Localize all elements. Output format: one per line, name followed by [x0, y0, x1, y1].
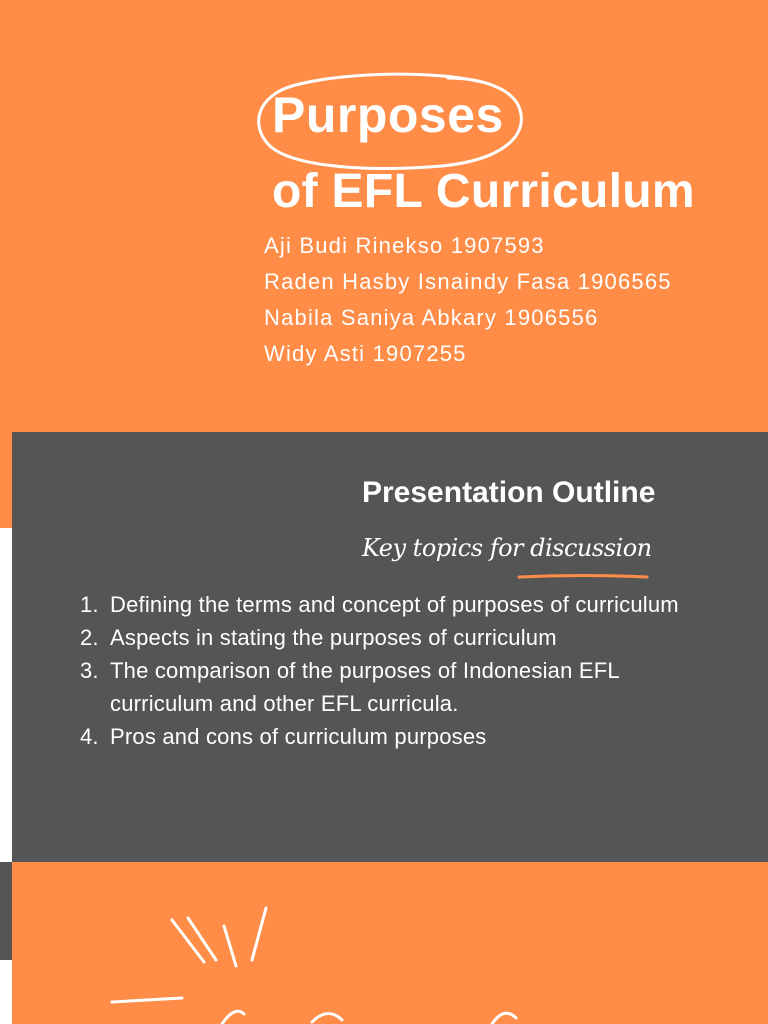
topic-text: The comparison of the purposes of Indonesian EFL curriculum and other EFL curricula. — [110, 658, 619, 716]
author-name: Nabila Saniya Abkary 1906556 — [264, 305, 599, 330]
topic-text: Pros and cons of curriculum purposes — [110, 724, 487, 749]
topic-text: Defining the terms and concept of purposes of curriculum — [110, 592, 679, 617]
outline-title: Presentation Outline — [362, 476, 656, 509]
slide-edge-dark — [0, 862, 12, 960]
author-name: Aji Budi Rinekso 1907593 — [264, 233, 545, 258]
topic-number: 4. — [80, 724, 99, 749]
title-slide — [0, 0, 768, 432]
topic-list — [80, 588, 692, 753]
next-slide-partial — [12, 862, 768, 1024]
topic-number: 3. — [80, 658, 99, 683]
topic-number: 2. — [80, 625, 99, 650]
topic-item — [80, 588, 692, 621]
topic-text: Aspects in stating the purposes of curriculum — [110, 625, 557, 650]
topic-item — [80, 720, 692, 753]
topic-item — [80, 654, 692, 720]
author-name: Raden Hasby Isnaindy Fasa 1906565 — [264, 269, 672, 294]
presentation-title-line-2: of EFL Curriculum — [272, 165, 695, 218]
orange-underline-decoration — [517, 574, 649, 580]
hand-drawn-spark-lines — [12, 862, 768, 1024]
author-name: Widy Asti 1907255 — [264, 341, 467, 366]
outline-slide — [12, 432, 768, 862]
slide-edge-orange — [0, 432, 12, 528]
topic-item — [80, 621, 692, 654]
topic-number: 1. — [80, 592, 99, 617]
outline-subtitle: Key topics for discussion — [362, 534, 652, 562]
author-list — [264, 228, 672, 372]
presentation-title-line-1: Purposes — [272, 87, 504, 143]
